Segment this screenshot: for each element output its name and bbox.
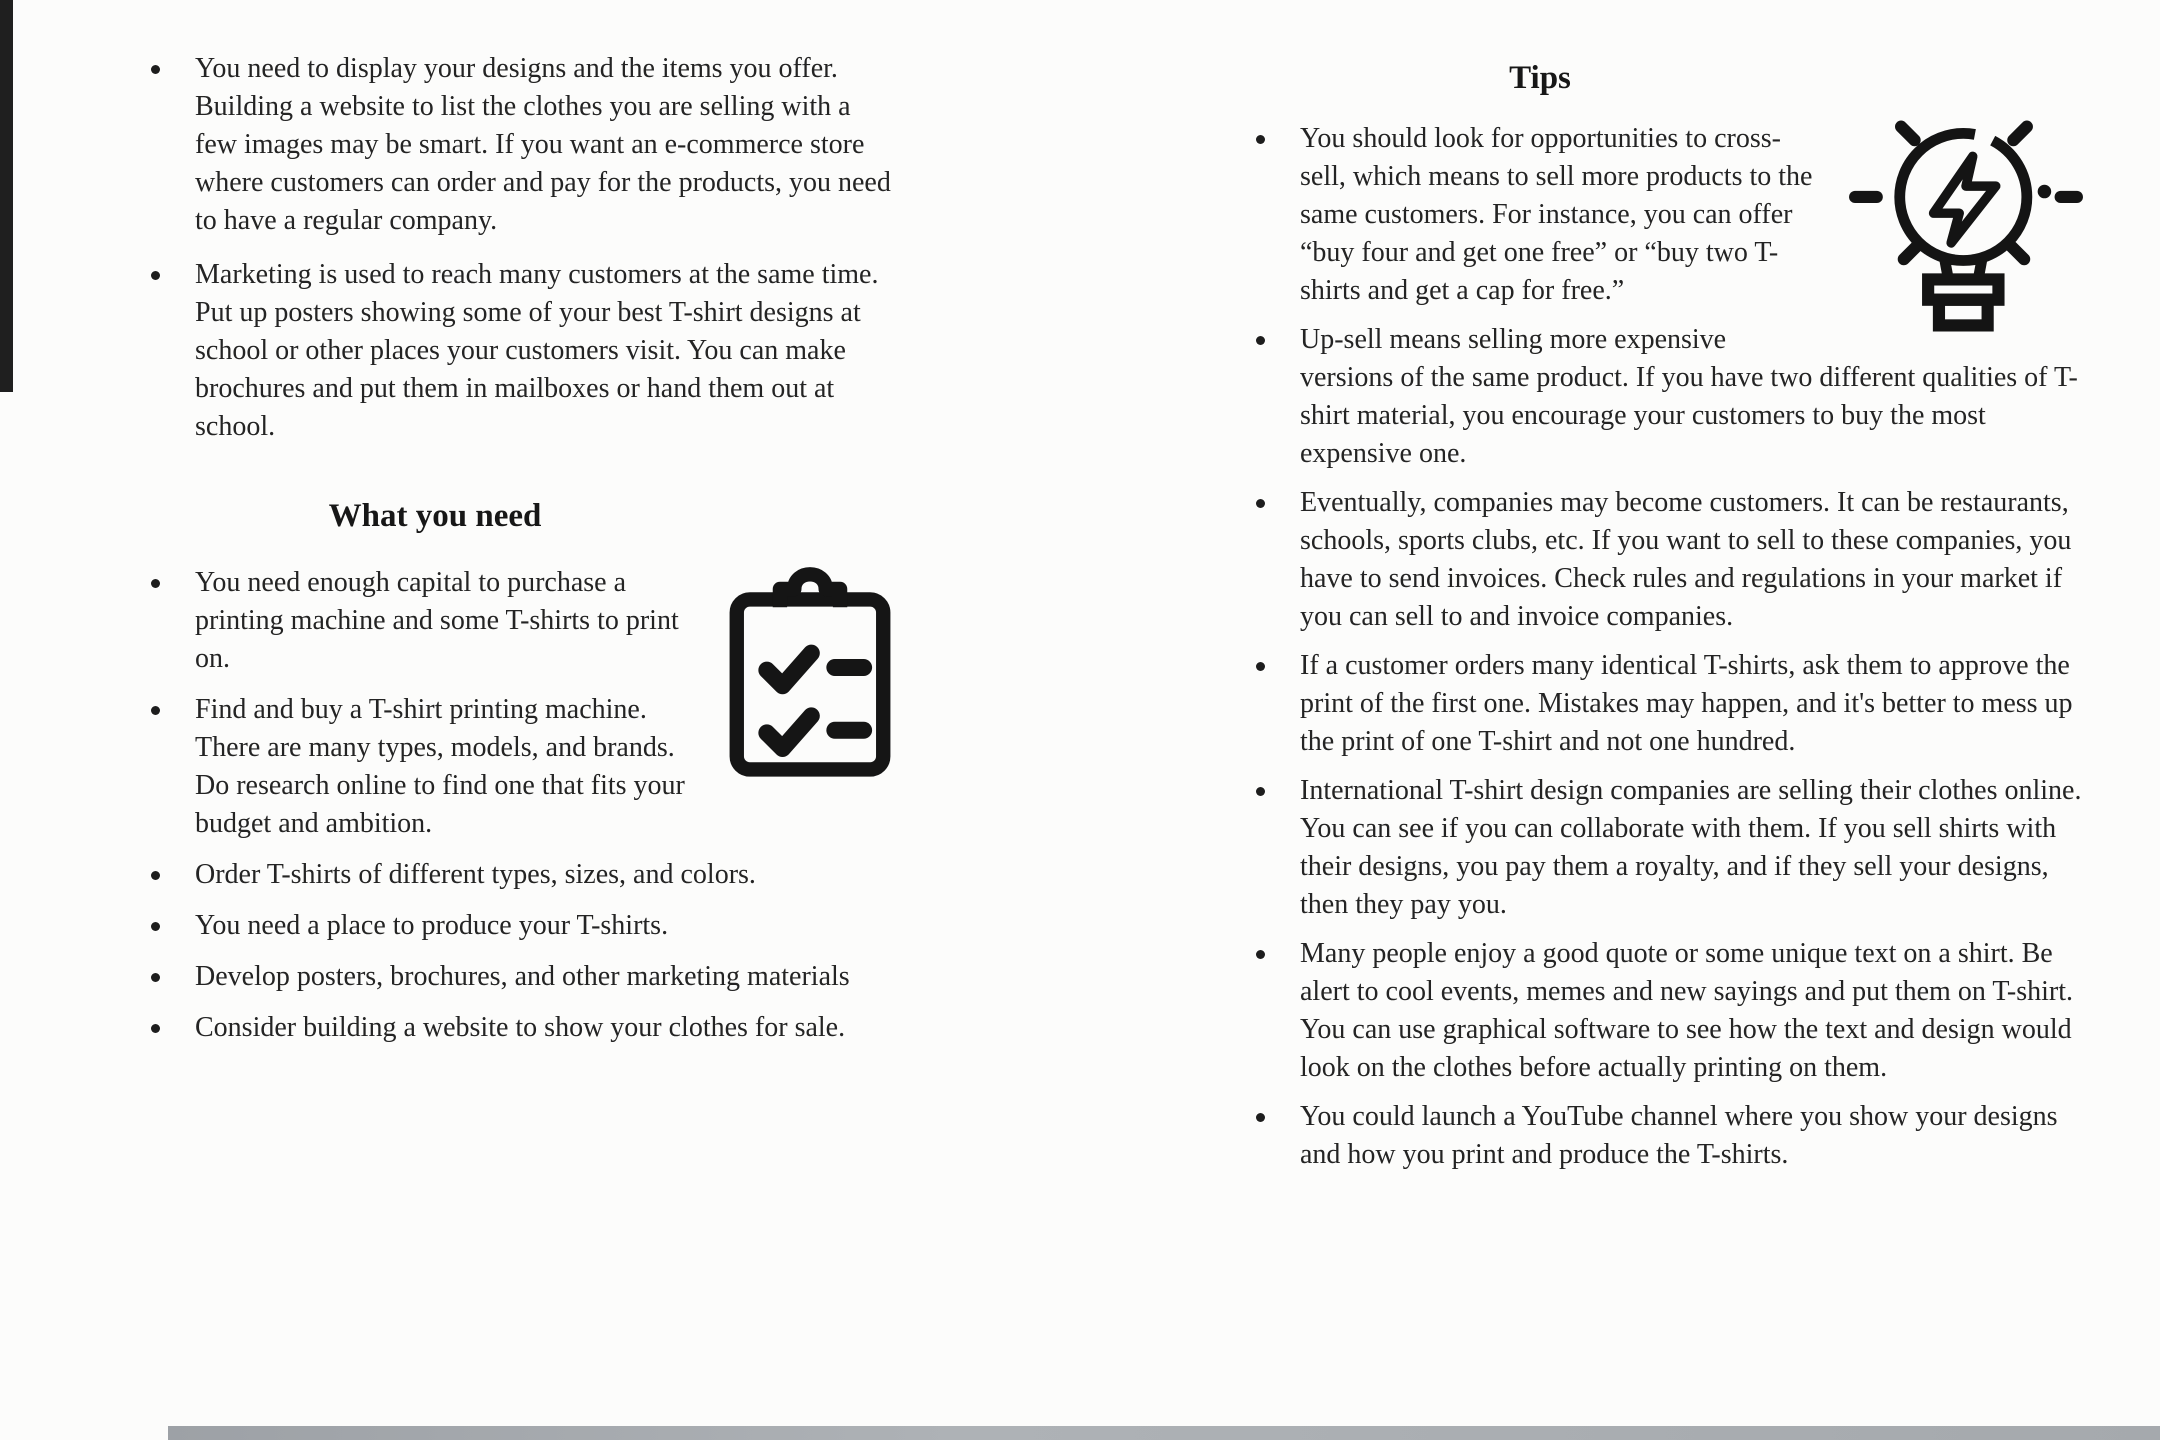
list-item: If a customer orders many identical T-shirts, ask them to approve the print of the first one. Mistakes may happen, and it's better to mess up the print of one T-shirt and not one hundred. xyxy=(1300,647,2085,761)
list-item: You need to display your designs and the items you offer. Building a website to list the clothes you are selling with a few images may be smart. If you want an e-commerce store where customers can order and pay for the products, you need to have a regular company. xyxy=(195,50,895,240)
list-item: Eventually, companies may become customers. It can be restaurants, schools, sports clubs, etc. If you want to sell to these companies, you have to send invoices. Check rules and regulations in your market if you can sell to and invoice companies. xyxy=(1300,484,2085,636)
list-item: You need a place to produce your T-shirts. xyxy=(195,907,895,945)
heading-what-you-need: What you need xyxy=(328,498,542,534)
heading-tips: Tips xyxy=(1509,60,1571,96)
list-item: Order T-shirts of different types, sizes, and colors. xyxy=(195,856,895,894)
tips-bullet-list xyxy=(1245,120,2085,1174)
list-item: You need enough capital to purchase a printing machine and some T-shirts to print on. xyxy=(195,564,895,678)
list-item: Develop posters, brochures, and other marketing materials xyxy=(195,958,895,996)
intro-bullet-list xyxy=(140,50,950,446)
right-column xyxy=(1245,58,2082,1174)
need-bullet-list xyxy=(140,564,895,1047)
left-column xyxy=(140,50,895,1047)
list-item: International T-shirt design companies are selling their clothes online. You can see if you can collaborate with them. If you sell shirts with their designs, you pay them a royalty, and if they sell your designs, then they pay you. xyxy=(1300,772,2085,924)
list-item: You could launch a YouTube channel where you show your designs and how you print and produce the T-shirts. xyxy=(1300,1098,2085,1174)
tips-section xyxy=(1245,120,2082,1174)
page-edge-artifact xyxy=(0,0,13,392)
what-you-need-section xyxy=(140,564,895,1047)
bottom-bar-artifact xyxy=(168,1426,2160,1440)
list-item: Up-sell means selling more expensive versions of the same product. If you have two different qualities of T-shirt material, you encourage your customers to buy the most expensive one. xyxy=(1300,321,2085,473)
list-item: Marketing is used to reach many customers at the same time. Put up posters showing some of your best T-shirt designs at school or other places your customers visit. You can make brochures and put them in mailboxes or hand them out at school. xyxy=(195,256,895,446)
list-item: Find and buy a T-shirt printing machine. There are many types, models, and brands. Do research online to find one that fits your budget and ambition. xyxy=(195,691,895,843)
list-item: You should look for opportunities to cross-sell, which means to sell more products to the same customers. For instance, you can offer “buy four and get one free” or “buy two T-shirts and get a cap for free.” xyxy=(1300,120,2085,310)
list-item: Many people enjoy a good quote or some unique text on a shirt. Be alert to cool events, memes and new sayings and put them on T-shirt. You can use graphical software to see how the text and design would look on the clothes before actually printing on them. xyxy=(1300,935,2085,1087)
list-item: Consider building a website to show your clothes for sale. xyxy=(195,1009,895,1047)
